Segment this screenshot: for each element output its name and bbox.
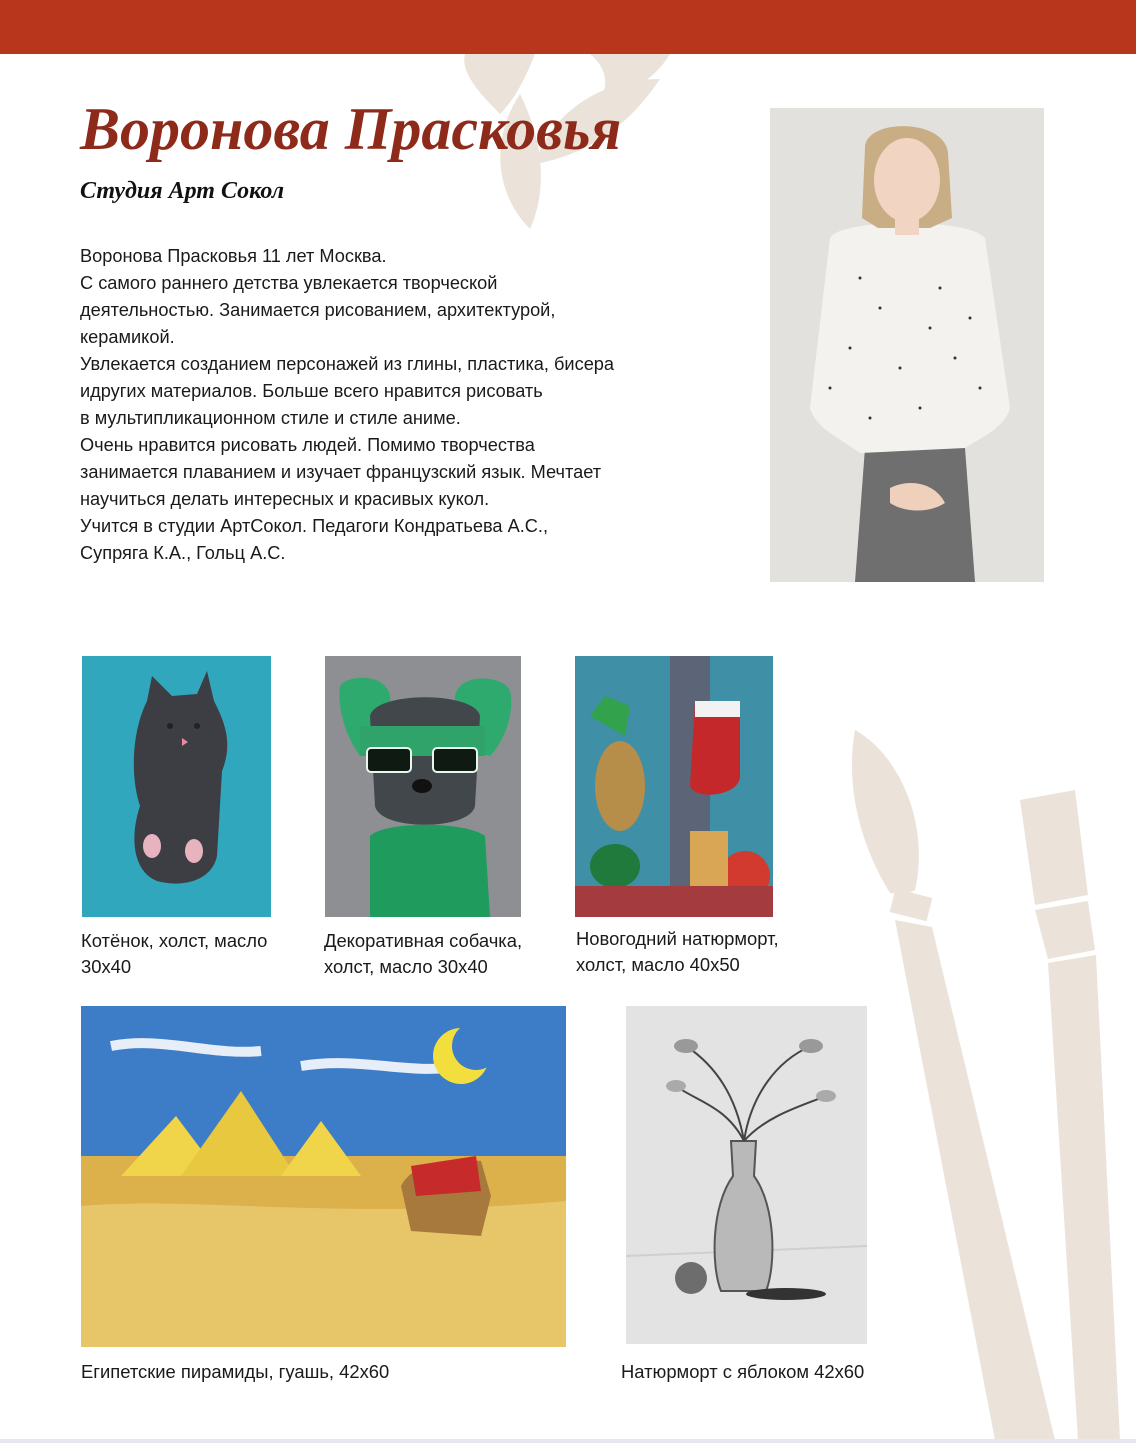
artwork-caption: Натюрморт с яблоком 42х60	[621, 1361, 865, 1382]
bio-line: деятельностью. Занимается рисованием, архитектурой,	[80, 300, 556, 320]
bio-line: Воронова Прасковья 11 лет Москва.	[80, 246, 387, 266]
bio-line: Супряга К.А., Гольц А.С.	[80, 543, 286, 563]
caption-line: 30х40	[81, 956, 132, 977]
biography-text	[80, 243, 710, 567]
caption-line: холст, масло 30х40	[324, 956, 488, 977]
bottom-divider	[0, 1439, 1136, 1443]
caption-line: холст, масло 40х50	[576, 954, 740, 975]
artwork-caption	[81, 928, 311, 980]
artwork-pyramids-image	[81, 1006, 566, 1347]
bio-line: идругих материалов. Больше всего нравится рисовать	[80, 381, 543, 401]
top-accent-bar	[0, 0, 1136, 54]
caption-line: Новогодний натюрморт,	[576, 928, 779, 949]
artwork-newyear-still-life-image	[575, 656, 773, 917]
bio-line: керамикой.	[80, 327, 175, 347]
artist-portrait-photo	[770, 108, 1044, 582]
bio-line: Увлекается созданием персонажей из глины, пластика, бисера	[80, 354, 615, 374]
bio-line: научиться делать интересных и красивых кукол.	[80, 489, 490, 509]
artist-name-title: Воронова Прасковья	[80, 96, 622, 162]
bio-line: в мультипликационном стиле и стиле аниме.	[80, 408, 461, 428]
artwork-caption	[324, 928, 564, 980]
bio-line: Учится в студии АртСокол. Педагоги Кондратьева А.С.,	[80, 516, 549, 536]
artwork-dog-image	[325, 656, 521, 917]
bio-line: Очень нравится рисовать людей. Помимо творчества	[80, 435, 535, 455]
artwork-kitten-image	[82, 656, 271, 917]
bio-line: занимается плаванием и изучает французский язык. Мечтает	[80, 462, 602, 482]
artwork-caption: Египетские пирамиды, гуашь, 42х60	[81, 1361, 390, 1382]
artwork-vase-still-life-image	[626, 1006, 867, 1344]
caption-line: Декоративная собачка,	[324, 930, 523, 951]
bio-line: С самого раннего детства увлекается творческой	[80, 273, 498, 293]
caption-line: Котёнок, холст, масло	[81, 930, 268, 951]
artwork-caption	[576, 926, 826, 978]
studio-subtitle: Студия Арт Сокол	[80, 178, 285, 204]
paintbrush-decoration-icon	[820, 715, 1136, 1440]
